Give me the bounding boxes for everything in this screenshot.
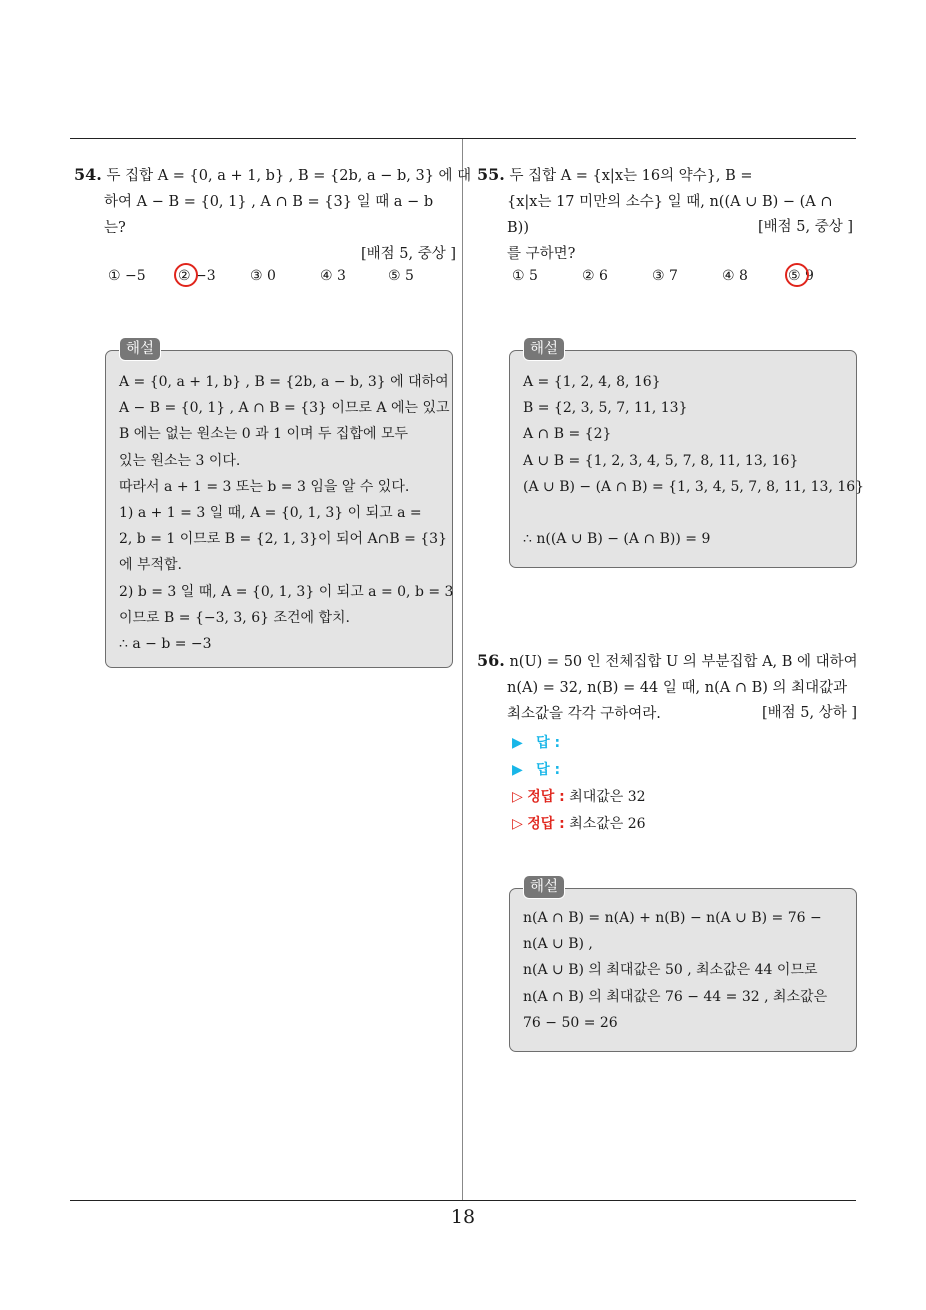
- problem-55: [477, 162, 857, 267]
- choice-5[interactable]: ⑤ 5: [388, 268, 414, 284]
- choice-5[interactable]: ⑤ 9: [788, 268, 814, 284]
- solution-line: 따라서 a + 1 = 3 또는 b = 3 임을 알 수 있다.: [119, 478, 410, 495]
- outline-triangle-icon: ▷: [512, 816, 523, 832]
- correct-label: 정답 :: [527, 816, 565, 832]
- choice-3[interactable]: ③ 7: [652, 268, 678, 284]
- problem-56: [477, 648, 857, 727]
- solution-line: A ∩ B = {2}: [523, 426, 612, 443]
- correct-value: 최소값은 26: [569, 816, 646, 832]
- problem-number: 56.: [477, 651, 505, 670]
- problem-text: 두 집합 A = {0, a + 1, b} , B = {2b, a − b, 3} 에 대: [106, 168, 472, 184]
- problem-54: [74, 162, 472, 267]
- bottom-rule: [70, 1200, 856, 1201]
- choices-55: [512, 268, 814, 284]
- column-divider: [462, 139, 463, 1201]
- solution-tag: 해설: [523, 337, 565, 361]
- solution-line: n(A ∪ B) ,: [523, 936, 593, 953]
- correct-value: 최대값은 32: [569, 789, 646, 805]
- choices-54: [108, 268, 414, 284]
- problem-text: {x|x는 17 미만의 소수} 일 때, n((A ∪ B) − (A ∩ B)): [507, 194, 833, 236]
- solution-line: A ∪ B = {1, 2, 3, 4, 5, 7, 8, 11, 13, 16}: [523, 452, 799, 469]
- filled-triangle-icon: ▶: [512, 735, 523, 751]
- answer-circle-mark: [174, 263, 198, 287]
- correct-label: 정답 :: [527, 789, 565, 805]
- solution-line: 2) b = 3 일 때, A = {0, 1, 3} 이 되고 a = 0, b = 3: [119, 583, 454, 600]
- answer-label: 답 :: [536, 735, 561, 751]
- solution-line: A = {1, 2, 4, 8, 16}: [523, 374, 661, 390]
- problem-text: n(U) = 50 인 전체집합 U 의 부분집합 A, B 에 대하여: [509, 654, 858, 670]
- solution-line: B = {2, 3, 5, 7, 11, 13}: [523, 400, 688, 417]
- solution-box-55: [509, 350, 865, 568]
- solution-line: 1) a + 1 = 3 일 때, A = {0, 1, 3} 이 되고 a =: [119, 505, 422, 522]
- solution-line: n(A ∪ B) 의 최대값은 50 , 최소값은 44 이므로: [523, 962, 818, 979]
- filled-triangle-icon: ▶: [512, 762, 523, 778]
- choice-4[interactable]: ④ 3: [320, 268, 346, 284]
- problem-text: n(A) = 32, n(B) = 44 일 때, n(A ∩ B) 의 최대값과: [507, 680, 848, 696]
- problem-text: 를 구하면?: [507, 246, 576, 262]
- choice-1[interactable]: ① −5: [108, 268, 146, 284]
- problem-text: 최소값을 각각 구하여라.: [507, 706, 661, 722]
- problem-text: 두 집합 A = {x|x는 16의 약수}, B =: [509, 168, 753, 184]
- choice-2[interactable]: ② −3: [178, 268, 250, 284]
- problem-number: 55.: [477, 165, 505, 184]
- correct-answer-2: [512, 811, 646, 838]
- solution-line: ∴ a − b = −3: [119, 636, 212, 653]
- solution-line: [523, 500, 856, 526]
- outline-triangle-icon: ▷: [512, 789, 523, 805]
- choice-4[interactable]: ④ 8: [722, 268, 748, 284]
- solution-line: 76 − 50 = 26: [523, 1014, 618, 1031]
- answer-line-2[interactable]: [512, 757, 646, 784]
- answer-blanks: [512, 730, 646, 838]
- choice-1[interactable]: ① 5: [512, 268, 538, 284]
- solution-line: B 에는 없는 원소는 0 과 1 이며 두 집합에 모두: [119, 426, 408, 443]
- top-rule: [70, 138, 856, 139]
- correct-answer-1: [512, 784, 646, 811]
- solution-line: 에 부적합.: [119, 557, 182, 574]
- solution-line: 2, b = 1 이므로 B = {2, 1, 3}이 되어 A∩B = {3}: [119, 531, 447, 548]
- choice-2[interactable]: ② 6: [582, 268, 608, 284]
- solution-line: ∴ n((A ∪ B) − (A ∩ B)) = 9: [523, 531, 711, 548]
- problem-text: 하여 A − B = {0, 1} , A ∩ B = {3} 일 때 a − b 는?: [104, 194, 434, 236]
- answer-line-1[interactable]: [512, 730, 646, 757]
- difficulty-meta: [배점 5, 상하 ]: [761, 705, 857, 721]
- solution-line: 이므로 B = {−3, 3, 6} 조건에 합치.: [119, 609, 350, 626]
- solution-line: 있는 원소는 3 이다.: [119, 452, 241, 469]
- page-number: 18: [450, 1206, 476, 1228]
- solution-line: n(A ∩ B) 의 최대값은 76 − 44 = 32 , 최소값은: [523, 988, 828, 1005]
- difficulty-meta: [배점 5, 중상 ]: [757, 219, 853, 235]
- solution-box-56: [509, 888, 857, 1052]
- answer-circle-mark: [785, 263, 809, 287]
- solution-line: n(A ∩ B) = n(A) + n(B) − n(A ∪ B) = 76 −: [523, 910, 822, 926]
- solution-line: A − B = {0, 1} , A ∩ B = {3} 이므로 A 에는 있고: [119, 400, 450, 417]
- solution-tag: 해설: [523, 875, 565, 899]
- choice-3[interactable]: ③ 0: [250, 268, 276, 284]
- difficulty-meta: [배점 5, 중상 ]: [360, 246, 456, 262]
- solution-line: A = {0, a + 1, b} , B = {2b, a − b, 3} 에 대하여: [119, 374, 449, 390]
- solution-line: (A ∪ B) − (A ∩ B) = {1, 3, 4, 5, 7, 8, 11, 13, 16}: [523, 478, 865, 495]
- solution-tag: 해설: [119, 337, 161, 361]
- answer-label: 답 :: [536, 762, 561, 778]
- problem-number: 54.: [74, 165, 102, 184]
- solution-box-54: [105, 350, 453, 668]
